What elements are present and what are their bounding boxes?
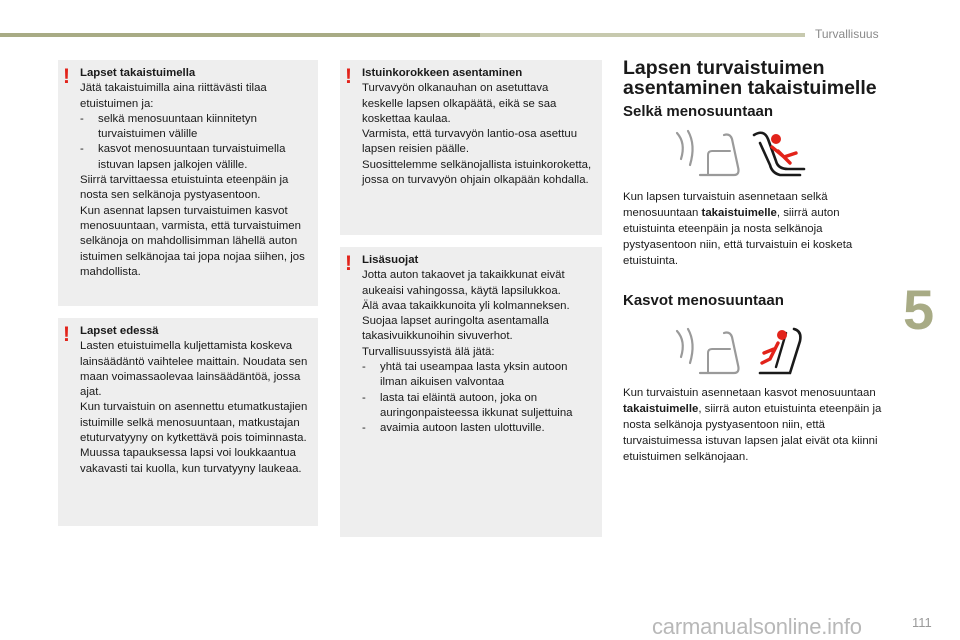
rear-facing-seat-icon [672,125,812,185]
warning-exclamation-icon: ! [345,65,352,88]
warning-box-booster-seat [340,60,602,235]
list-item: - selkä menosuuntaan kiinnitetyn turvaistuimen välille [80,112,257,141]
warning-box-title: Lisäsuojat [362,254,419,266]
warning-exclamation-icon: ! [63,323,70,346]
list-item: - kasvot menosuuntaan turvaistuimella istuvan lapsen jalkojen välille. [80,143,286,171]
forward-facing-instructions: Kun turvaistuin asennetaan kasvot menosuuntaan takaistuimelle, siirrä auton etuistuinta eteenpäin ja nosta selkänoja pystyasentoon niin, että turvaistuimessa istuvan lapsen jalat eivät ota kiinni etuistuimen selkänojaan. [623,387,882,464]
forward-facing-seat-icon [672,323,812,383]
warning-box-text: Jätä takaistuimilla aina riittävästi tilaa etuistuimen ja: [80,82,267,110]
subsection-title-rear-facing: Selkä menosuuntaan [623,103,774,120]
page-title: Lapsen turvaistuimen asentaminen takaistuimelle [623,57,877,99]
list-item: - avaimia autoon lasten ulottuville. [362,422,545,435]
warning-box-text: Älä avaa takaikkunoita yli kolmanneksen. [362,299,570,312]
list-item: - yhtä tai useampaa lasta yksin autoon ilman aikuisen valvontaa [362,361,568,389]
warning-box-text: Suosittelemme selkänojallista istuinkoroketta, jossa on turvavyön ohjain olkapään kohdalla. [362,158,592,187]
warning-box-text: Lasten etuistuimella kuljettamista koskeva lainsäädäntö vaihtelee maittain. Noudata sen maan voimassaolevaa lainsäädäntöä, jossa ajat. [80,340,308,399]
warning-box-text: Turvavyön olkanauhan on asetuttava keskelle lapsen olkapäätä, eikä se saa koskettaa kaulaa. [362,82,557,125]
warning-box-text: Kun asennat lapsen turvaistuimen kasvot menosuuntaan, varmista, että turvaistuimen selkänoja on mahdollisimman lähellä auton istuimen selkänojaa tai jopa nojaa siihen, jos mahdollista. [80,204,305,278]
warning-box-text: Muussa tapauksessa lapsi voi loukkaantua vakavasti tai kuolla, kun turvatyyny laukeaa. [80,447,302,475]
list-item: - lasta tai eläintä autoon, joka on auringonpaisteessa ikkunat suljettuina [362,391,573,419]
warning-exclamation-icon: ! [345,252,352,275]
warning-box-text: Turvallisuussyistä älä jätä: [362,345,495,358]
warning-box-front-children [58,318,318,526]
warning-box-text: Varmista, että turvavyön lantio-osa asettuu lapsen reisien päälle. [362,128,578,156]
rear-facing-instructions: Kun lapsen turvaistuin asennetaan selkä menosuuntaan takaistuimelle, siirrä auton etuistuinta eteenpäin ja nosta selkänoja pystyasentoon niin, että turvaistuin ei kosketa etuistuinta. [623,191,853,268]
warning-box-rear-children [58,60,318,306]
warning-exclamation-icon: ! [63,65,70,88]
header-bar-left [0,33,480,37]
page-number: 111 [912,615,932,630]
chapter-number: 5 [903,278,935,341]
warning-box-text: Suojaa lapset auringolta asentamalla takasivuikkunoihin sivuverhot. [362,315,549,343]
header-bar-right [480,33,805,37]
warning-box-title: Istuinkorokkeen asentaminen [362,67,523,79]
watermark: carmanualsonline.info [652,614,862,639]
section-header-title: Turvallisuus [815,27,879,41]
warning-box-title: Lapset takaistuimella [80,67,196,79]
warning-box-text: Jotta auton takaovet ja takaikkunat eivät aukeaisi vahingossa, käytä lapsilukkoa. [362,269,565,297]
warning-box-text: Siirrä tarvittaessa etuistuinta eteenpäin ja nosta sen selkänoja pystyasentoon. [80,174,289,202]
warning-box-title: Lapset edessä [80,325,159,337]
warning-box-extra-protection [340,247,602,537]
subsection-title-forward-facing: Kasvot menosuuntaan [623,292,784,309]
warning-box-text: Kun turvaistuin on asennettu etumatkustajien istuimille selkä menosuuntaan, matkustajan etuturvatyyny on kytkettävä pois toiminnasta. [80,401,308,445]
